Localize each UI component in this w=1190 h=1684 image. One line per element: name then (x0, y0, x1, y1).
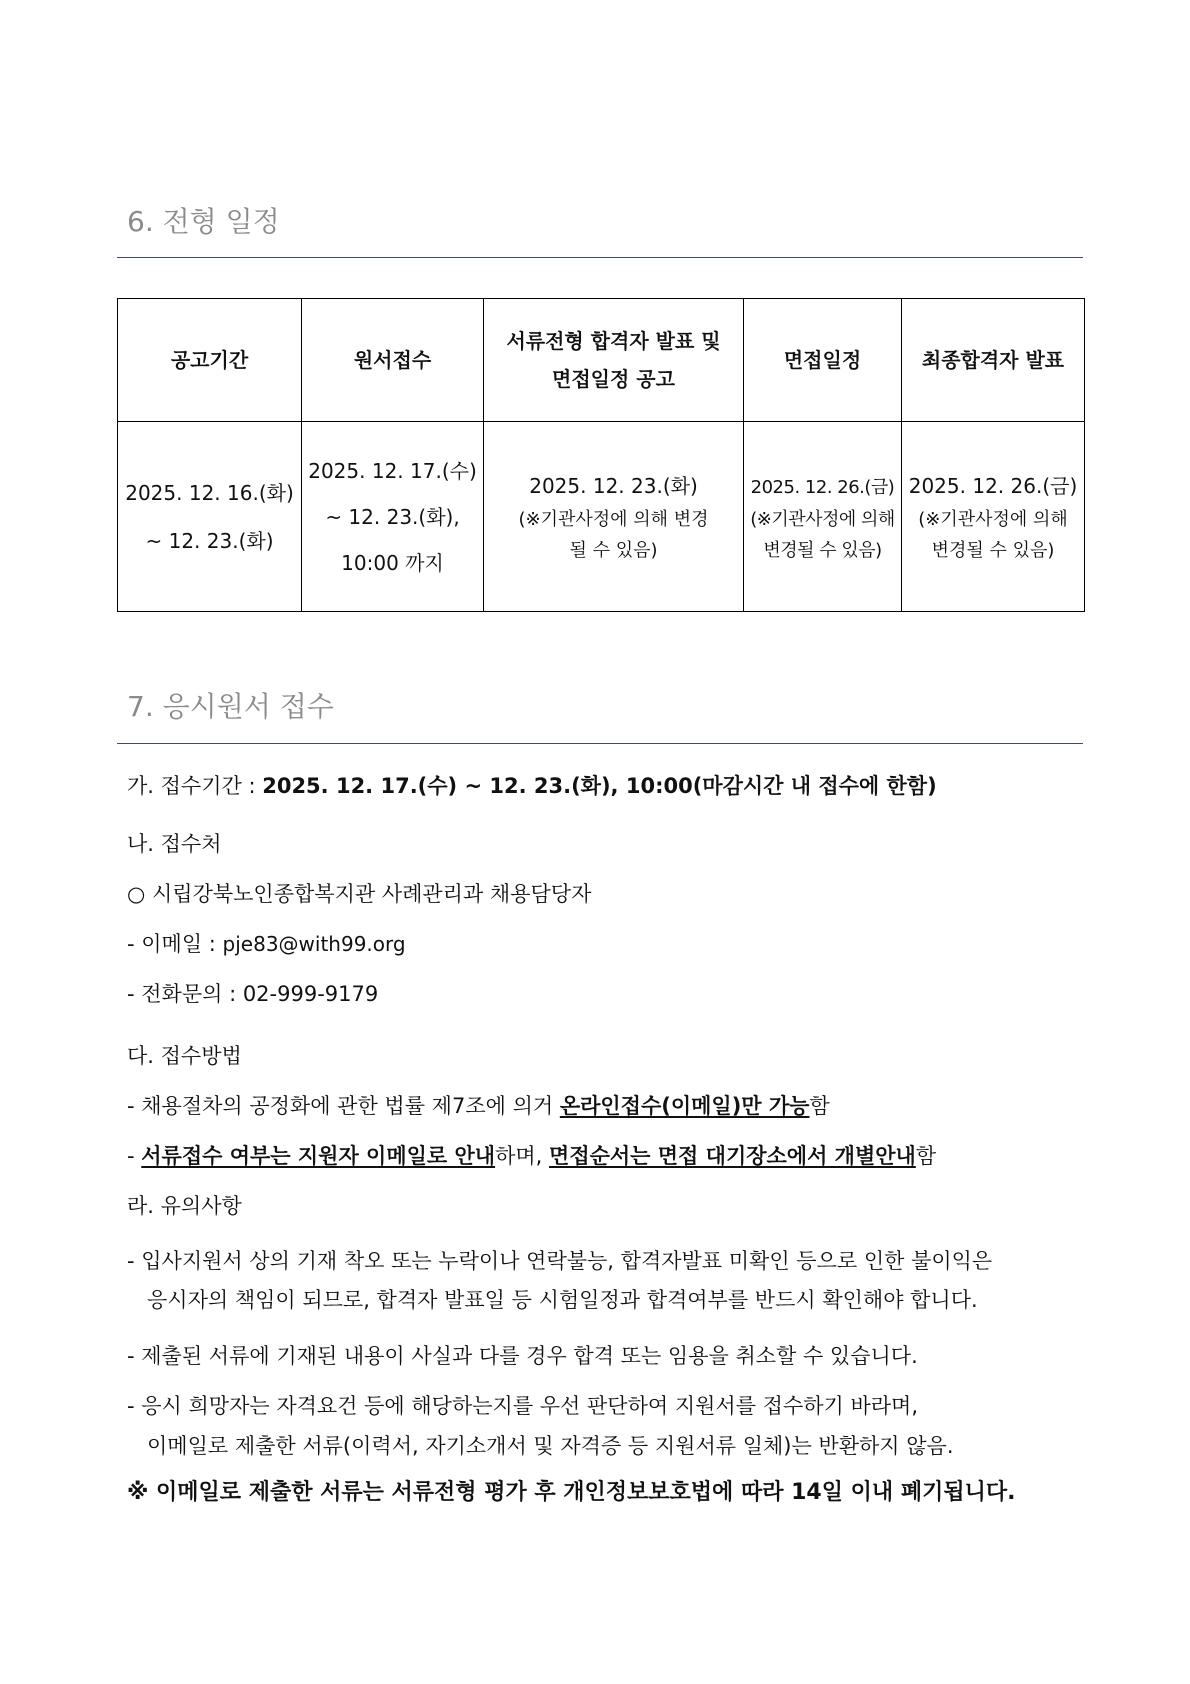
section-7-divider (117, 743, 1083, 744)
section-7-title: 7. 응시원서 접수 (127, 690, 334, 723)
section-6-divider (117, 257, 1083, 258)
schedule-header-row (118, 299, 1085, 422)
method-1-suffix: 함 (809, 1094, 830, 1118)
cell-2-line3: 10:00 까지 (341, 550, 444, 575)
header-document-result-line2: 면접일정 공고 (552, 367, 675, 391)
email-label: - 이메일 : (127, 932, 223, 956)
cell-5-line3: 변경될 수 있음) (931, 539, 1055, 561)
method-2-middle: 하며, (495, 1144, 550, 1168)
application-method-2 (127, 1140, 936, 1170)
method-2-emphasis-1: 서류접수 여부는 지원자 이메일로 안내 (141, 1144, 496, 1168)
method-1-emphasis: 온라인접수(이메일)만 가능 (559, 1094, 810, 1118)
disposal-warning: ※ 이메일로 제출한 서류는 서류전형 평가 후 개인정보보호법에 따라 14일 이내 폐기됩니다. (127, 1480, 1016, 1505)
cell-3-line2: (※기관사정에 의해 변경 (518, 508, 709, 530)
note-2: - 제출된 서류에 기재된 내용이 사실과 다를 경우 합격 또는 임용을 취소할 수 있습니다. (127, 1344, 918, 1368)
section-6-title: 6. 전형 일정 (127, 205, 280, 238)
method-1-text: - 채용절차의 공정화에 관한 법률 제7조에 의거 (127, 1094, 560, 1118)
cell-4-line3: 변경될 수 있음) (763, 539, 882, 561)
email-line (127, 928, 406, 958)
cell-2-line2: ~ 12. 23.(화), (325, 504, 460, 529)
note-1-line2: 응시자의 책임이 되므로, 합격자 발표일 등 시험일정과 합격여부를 반드시 확인해야 합니다. (147, 1288, 978, 1312)
phone-line: - 전화문의 : 02-999-9179 (127, 982, 379, 1006)
application-place: ○ 시립강북노인종합복지관 사례관리과 채용담당자 (127, 882, 592, 906)
cell-final-result (902, 422, 1085, 612)
application-method-1 (127, 1090, 830, 1120)
schedule-data-row (118, 422, 1085, 612)
note-3-line1: - 응시 희망자는 자격요건 등에 해당하는지를 우선 판단하여 지원서를 접수하기 바라며, (127, 1394, 919, 1418)
cell-4-line1: 2025. 12. 26.(금) (750, 476, 895, 498)
header-application: 원서접수 (302, 299, 484, 422)
application-place-heading: 나. 접수처 (127, 832, 222, 856)
cell-1-line1: 2025. 12. 16.(화) (125, 480, 294, 505)
cell-5-line2: (※기관사정에 의해 (918, 508, 1068, 530)
cell-interview (744, 422, 902, 612)
header-document-result (484, 299, 744, 422)
cell-4-line2: (※기관사정에 의해 (750, 509, 895, 530)
notes-heading: 라. 유의사항 (127, 1194, 242, 1218)
cell-application (302, 422, 484, 612)
method-2-suffix: 함 (915, 1144, 937, 1168)
header-document-result-line1: 서류전형 합격자 발표 및 (506, 329, 721, 353)
method-2-dash: - (127, 1144, 142, 1168)
cell-document-result (484, 422, 744, 612)
schedule-table (117, 298, 1085, 612)
header-interview: 면접일정 (744, 299, 902, 422)
cell-3-line3: 될 수 있음) (569, 539, 658, 561)
email-link[interactable]: pje83@with99.org (222, 932, 406, 956)
cell-announcement-period (118, 422, 302, 612)
application-period-label: 가. 접수기간 : (127, 774, 263, 798)
cell-1-line2: ~ 12. 23.(화) (145, 528, 274, 553)
note-3-line2: 이메일로 제출한 서류(이력서, 자기소개서 및 자격증 등 지원서류 일체)는 반환하지 않음. (147, 1434, 954, 1458)
method-2-emphasis-2: 면접순서는 면접 대기장소에서 개별안내 (549, 1144, 916, 1168)
cell-2-line1: 2025. 12. 17.(수) (308, 458, 477, 483)
cell-3-line1: 2025. 12. 23.(화) (529, 473, 698, 498)
note-1-line1: - 입사지원서 상의 기재 착오 또는 누락이나 연락불능, 합격자발표 미확인 등으로 인한 불이익은 (127, 1249, 993, 1273)
header-announcement-period: 공고기간 (118, 299, 302, 422)
application-period (127, 770, 937, 800)
cell-5-line1: 2025. 12. 26.(금) (908, 473, 1078, 498)
application-period-value: 2025. 12. 17.(수) ~ 12. 23.(화), 10:00(마감시간 내 접수에 한함) (262, 774, 937, 798)
application-method-heading: 다. 접수방법 (127, 1044, 242, 1068)
header-final-result: 최종합격자 발표 (902, 299, 1085, 422)
